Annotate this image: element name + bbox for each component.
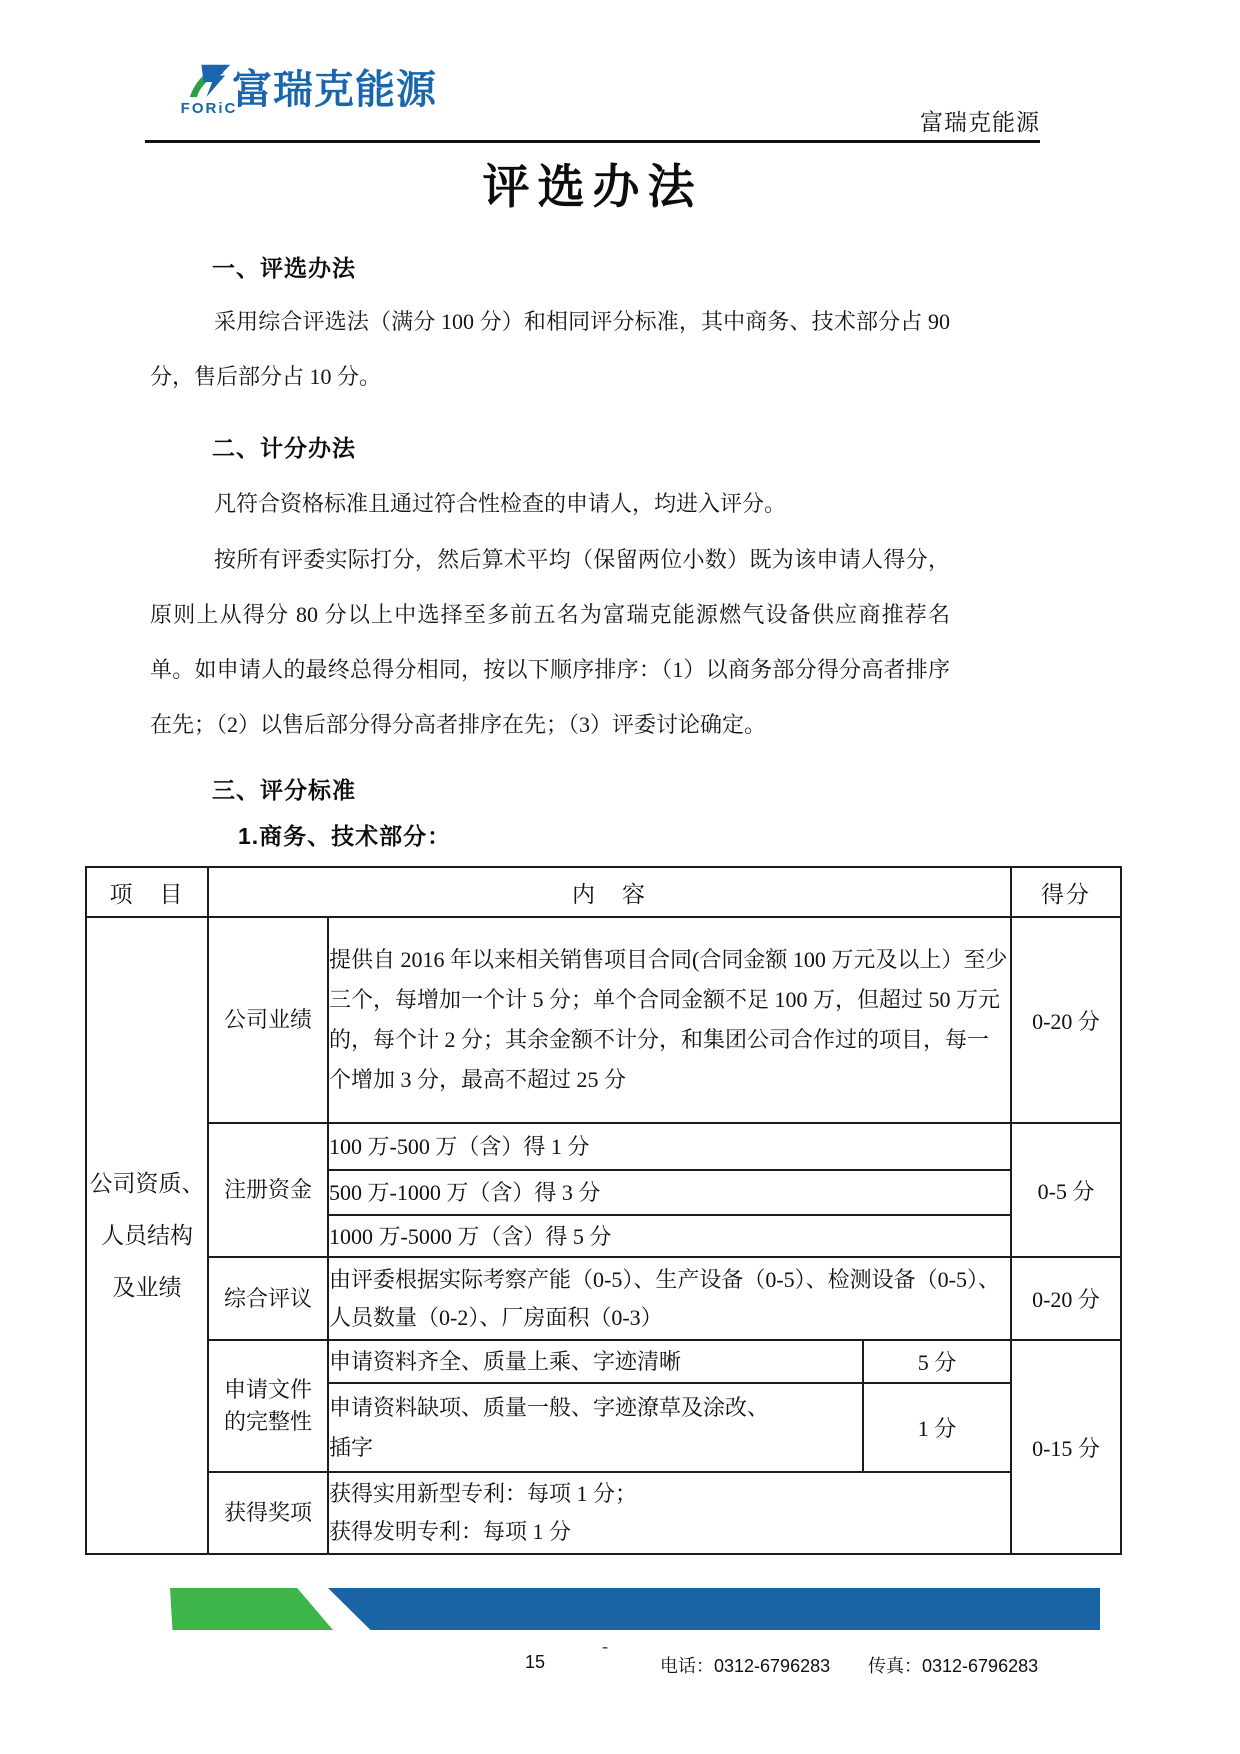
company-name-logo: 富瑞克能源 xyxy=(232,68,437,112)
table-header-score: 得分 xyxy=(1011,867,1121,917)
paragraph-selection-method: 采用综合评选法（满分 100 分）和相同评分标准，其中商务、技术部分占 90 分，售后部分占 10 分。 xyxy=(150,309,950,389)
row-label-awards: 获得奖项 xyxy=(208,1472,328,1554)
paragraph-qualification: 凡符合资格标准且通过符合性检查的申请人，均进入评分。 xyxy=(214,491,787,516)
row-score-review: 0-20 分 xyxy=(1011,1257,1121,1340)
page-number: 15 xyxy=(524,1652,546,1672)
row-label-performance: 公司业绩 xyxy=(208,917,328,1123)
footer-phone: 电话：0312-6796283 xyxy=(660,1656,831,1676)
footer-dash: - xyxy=(602,1636,608,1656)
row-content-performance: 提供自 2016 年以来相关销售项目合同(合同金额 100 万元及以上）至少三个，每增加一个计 5 分；单个合同金额不足 100 万，但超过 50 万元的，每个计 2 分；其余金额不计分，和集团公司合作过的项目，每一个增加 3 分，最高不超过 25 分 xyxy=(328,917,1011,1123)
header-company-name: 富瑞克能源 xyxy=(920,109,1040,135)
foric-logo-icon xyxy=(186,64,234,100)
table-row xyxy=(86,1472,1121,1554)
row-content-capital-tier1: 100 万-500 万（含）得 1 分 xyxy=(328,1123,1011,1170)
table-header-content: 内 容 xyxy=(208,867,1011,917)
paragraph-averaging-rule: 按所有评委实际打分，然后算术平均（保留两位小数）既为该申请人得分，原则上从得分 80 分以上中选择至多前五名为富瑞克能源燃气设备供应商推荐名单。如申请人的最终总得分相同，按以下顺序排序：（1）以商务部分得分高者排序在先；（2）以售后部分得分高者排序在先；（3）评委讨论确定。 xyxy=(150,547,950,737)
row-label-documents xyxy=(208,1340,328,1472)
footer-fax: 传真：0312-6796283 xyxy=(868,1656,1039,1676)
row-content-awards xyxy=(328,1472,1011,1554)
section-heading-selection-method: 一、评选办法 xyxy=(212,255,356,281)
row-content-documents-poor: 申请资料缺项、质量一般、字迹潦草及涂改、插字 xyxy=(329,1394,770,1460)
table-row xyxy=(86,1123,1121,1170)
header-rule xyxy=(145,140,1040,143)
row-label-line: 的完整性 xyxy=(223,1409,312,1434)
row-score-capital: 0-5 分 xyxy=(1011,1123,1121,1257)
table-row xyxy=(86,917,1121,1123)
footer-green-bar xyxy=(170,1588,333,1630)
subsection-heading-business-technical: 1.商务、技术部分： xyxy=(238,823,452,849)
category-cell xyxy=(86,917,208,1554)
row-subscore-documents-poor: 1 分 xyxy=(863,1383,1011,1472)
table-row xyxy=(86,1257,1121,1340)
page-title: 评选办法 xyxy=(482,160,703,213)
scoring-table xyxy=(85,866,1122,1555)
row-content-documents-good: 申请资料齐全、质量上乘、字迹清晰 xyxy=(328,1340,863,1383)
footer-blue-bar xyxy=(328,1588,1100,1630)
section-heading-scoring-method: 二、计分办法 xyxy=(212,435,356,461)
table-header-item: 项 目 xyxy=(86,867,208,917)
awards-line: 获得发明专利：每项 1 分 xyxy=(329,1519,572,1544)
row-label-capital: 注册资金 xyxy=(208,1123,328,1257)
category-line: 人员结构 xyxy=(101,1222,193,1248)
row-content-capital-tier2: 500 万-1000 万（含）得 3 分 xyxy=(328,1170,1011,1215)
foric-wordmark: FORiC xyxy=(180,100,238,117)
row-score-documents-awards: 0-15 分 xyxy=(1011,1340,1121,1554)
row-content-capital-tier3: 1000 万-5000 万（含）得 5 分 xyxy=(328,1215,1011,1257)
category-line: 公司资质、 xyxy=(89,1170,205,1196)
table-row xyxy=(86,1340,1121,1383)
awards-line: 获得实用新型专利：每项 1 分； xyxy=(329,1481,638,1506)
row-subscore-documents-good: 5 分 xyxy=(863,1340,1011,1383)
section-heading-scoring-standard: 三、评分标准 xyxy=(212,777,356,803)
row-content-review: 由评委根据实际考察产能（0-5）、生产设备（0-5）、检测设备（0-5）、人员数量（0-2）、厂房面积（0-3） xyxy=(328,1257,1011,1340)
category-line: 及业绩 xyxy=(112,1274,182,1300)
row-label-line: 申请文件 xyxy=(223,1377,312,1402)
table-header-row xyxy=(86,867,1121,917)
row-score-performance: 0-20 分 xyxy=(1011,917,1121,1123)
row-label-review: 综合评议 xyxy=(208,1257,328,1340)
